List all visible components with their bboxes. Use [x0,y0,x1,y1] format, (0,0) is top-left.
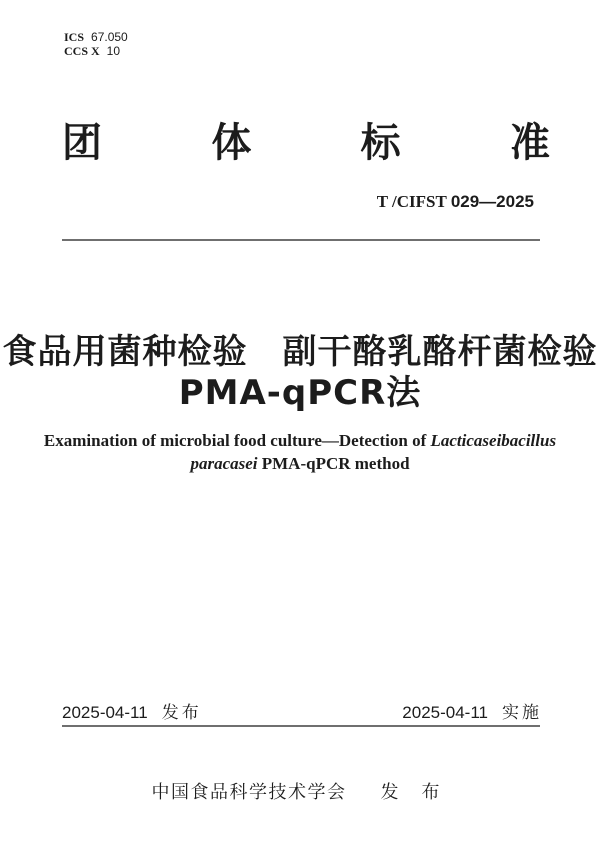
classification-codes [64,30,128,58]
dates-row [62,702,542,723]
chinese-title-line2: PMA-qPCR法 [178,373,422,413]
ccs-value: 10 [106,44,121,58]
standard-type-heading [62,120,550,166]
standard-number-value: 029—2025 [450,192,534,211]
standard-type-char: 准 [509,120,550,166]
publisher-action-label: 发 布 [380,782,449,802]
standard-number [377,192,534,212]
english-title-line2-regular: PMA-qPCR method [257,454,410,473]
implementation-date-group [402,702,542,723]
standard-type-char: 标 [360,120,401,166]
top-rule-line [62,239,540,241]
issue-date-group [62,702,202,723]
english-title [30,429,570,475]
publisher-row [0,781,600,803]
standard-type-char: 体 [211,120,252,166]
english-title-genus-italic: Lacticaseibacillus [430,431,557,450]
english-title-line2 [30,452,570,475]
issue-date: 2025-04-11 [62,703,148,722]
english-title-species-italic: paracasei [190,454,258,473]
issue-date-label: 发布 [161,703,202,722]
publisher-name: 中国食品科学技术学会 [151,782,347,802]
standard-type-char: 团 [62,120,102,166]
ics-value: 67.050 [91,30,128,44]
ccs-row [64,44,128,58]
standard-number-prefix: T /CIFST [376,192,447,211]
ics-row [64,30,128,44]
ccs-label: CCS X [64,44,100,58]
ics-label: ICS [64,30,85,44]
english-title-line1 [30,429,570,452]
implementation-date-label: 实施 [502,703,542,722]
english-title-line1-regular: Examination of microbial food culture—Detection of [43,431,431,450]
bottom-rule-line [62,725,540,727]
chinese-title-line1: 食品用菌种检验 副干酪乳酪杆菌检验 [2,332,598,372]
chinese-title [0,332,600,414]
implementation-date: 2025-04-11 [402,703,488,722]
